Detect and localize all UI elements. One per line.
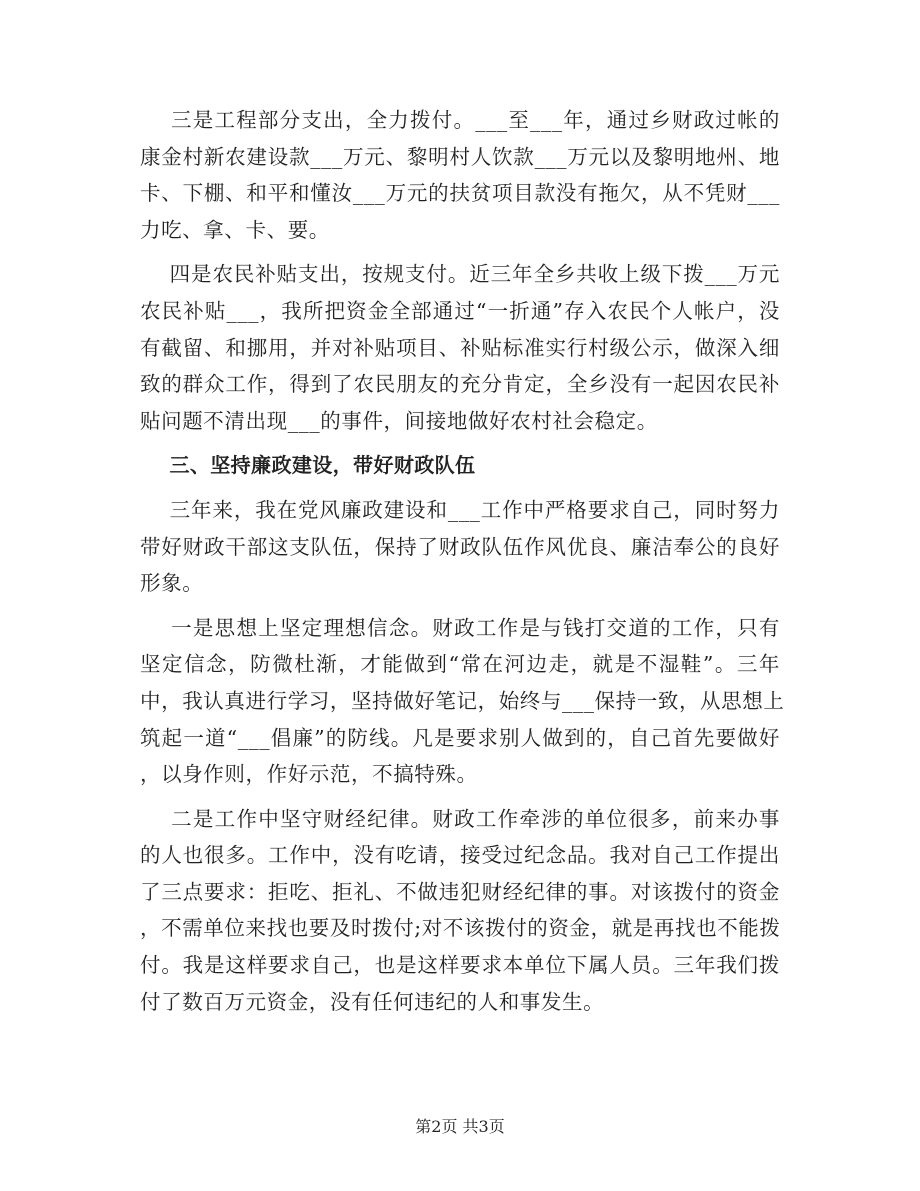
text-line: 带好财政干部这支队伍，保持了财政队伍作风优良、廉洁奉公的良好 [140, 534, 780, 559]
text-line: 一是思想上坚定理想信念。财政工作是与钱打交道的工作，只有 [140, 615, 780, 640]
text-line: 三是工程部分支出，全力拨付。___至___年，通过乡财政过帐的 [140, 108, 780, 132]
text-line: 贴问题不清出现___的事件，间接地做好农村社会稳定。 [140, 408, 658, 433]
text-line: 付。我是这样要求自己，也是这样要求本单位下属人员。三年我们拨 [140, 953, 780, 978]
text-line: 二是工作中坚守财经纪律。财政工作牵涉的单位很多，前来办事 [140, 806, 780, 831]
text-line: 中，我认真进行学习，坚持做好笔记，始终与___保持一致，从思想上 [140, 688, 785, 713]
document-body [140, 102, 785, 1020]
text-line: 形象。 [140, 571, 204, 596]
text-line: 农民补贴___，我所把资金全部通过“一折通”存入农民个人帐户，没 [140, 298, 780, 323]
text-line: 的人也很多。工作中，没有吃请，接受过纪念品。我对自己工作提出 [140, 843, 780, 868]
text-line: 了三点要求：拒吃、拒礼、不做违犯财经纪律的事。对该拨付的资金 [140, 879, 780, 904]
paragraph-engineering-expenditure [140, 102, 780, 248]
text-line: 卡、下棚、和平和懂汝___万元的扶贫项目款没有拖欠，从不凭财___ [140, 181, 780, 206]
section-heading: 三、坚持廉政建设，带好财政队伍 [140, 453, 476, 478]
text-line: 付了数百万元资金，没有任何违纪的人和事发生。 [140, 989, 605, 1014]
paragraph-ideals [140, 610, 785, 793]
text-line: 三年来，我在党风廉政建设和___工作中严格要求自己，同时努力 [140, 497, 780, 522]
text-line: 有截留、和挪用，并对补贴项目、补贴标准实行村级公示，做深入细 [140, 335, 780, 360]
paragraph-financial-discipline [140, 801, 780, 1021]
page-number: 第2页 共3页 [415, 1117, 505, 1136]
text-line: 力吃、拿、卡、要。 [140, 217, 330, 242]
paragraph-integrity-intro [140, 492, 780, 602]
text-line: 坚定信念，防微杜渐，才能做到“常在河边走，就是不湿鞋”。三年 [140, 652, 780, 677]
text-line: ，不需单位来找也要及时拨付;对不该拨付的资金，就是再找也不能拨 [140, 916, 781, 941]
paragraph-farmer-subsidy [140, 256, 780, 439]
text-line: 康金村新农建设款___万元、黎明村人饮款___万元以及黎明地州、地 [140, 144, 780, 169]
text-line: 筑起一道“___倡廉”的防线。凡是要求别人做到的，自己首先要做好 [140, 725, 780, 750]
text-line: 致的群众工作，得到了农民朋友的充分肯定，全乡没有一起因农民补 [140, 372, 780, 397]
text-line: ，以身作则，作好示范，不搞特殊。 [140, 762, 478, 787]
text-line: 四是农民补贴支出，按规支付。近三年全乡共收上级下拨___万元 [140, 262, 780, 287]
